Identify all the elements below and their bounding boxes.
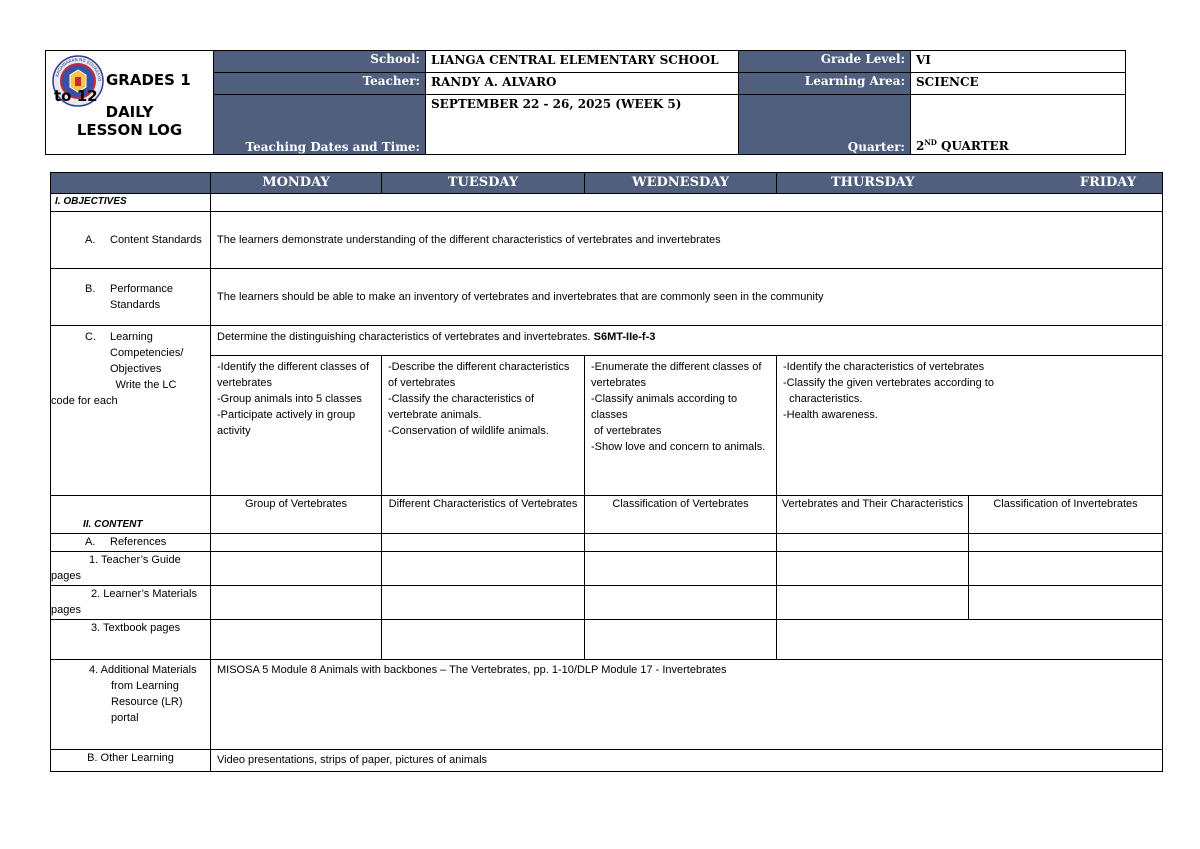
lm-thursday [777, 586, 969, 620]
title-grades: GRADES 1 [106, 71, 191, 89]
content-section-heading: II. CONTENT [51, 496, 211, 534]
objectives-blank [211, 194, 1163, 212]
day-tuesday: TUESDAY [382, 173, 585, 194]
objectives-wednesday: -Enumerate the different classes of vertebrates -Classify animals according to classes of vertebrates -Show love and concern to animals. [585, 356, 777, 496]
day-thursday: THURSDAY [777, 173, 969, 194]
title-daily: DAILY [105, 103, 154, 121]
title-lesson-log: LESSON LOG [76, 121, 183, 139]
performance-standards-label: B. Performance Standards [51, 269, 211, 326]
title-to: to 12 [54, 89, 98, 103]
svg-text:KAGAWARAN NG EDUKASYON: KAGAWARAN NG EDUKASYO [54, 56, 103, 82]
content-tuesday: Different Characteristics of Vertebrates [382, 496, 585, 534]
teaching-dates-label: Teaching Dates and Time: [214, 95, 426, 155]
school-value: LIANGA CENTRAL ELEMENTARY SCHOOL [426, 51, 739, 73]
grade-level-value: VI [911, 51, 1126, 73]
day-monday: MONDAY [211, 173, 382, 194]
tg-wednesday [585, 552, 777, 586]
tg-monday [211, 552, 382, 586]
school-label: School: [214, 51, 426, 73]
learning-area-value: SCIENCE [911, 73, 1126, 95]
additional-materials-text: MISOSA 5 Module 8 Animals with backbones – The Vertebrates, pp. 1-10/DLP Module 17 - Invertebrates [211, 660, 1163, 750]
content-wednesday: Classification of Vertebrates [585, 496, 777, 534]
references-monday [211, 534, 382, 552]
tg-friday [969, 552, 1163, 586]
teaching-dates-value: SEPTEMBER 22 - 26, 2025 (WEEK 5) [426, 95, 739, 155]
header-table [45, 50, 1126, 155]
additional-materials-label: 4. Additional Materials from Learning Resource (LR) portal [51, 660, 211, 750]
quarter-label: Quarter: [739, 95, 911, 155]
teacher-value: RANDY A. ALVARO [426, 73, 739, 95]
content-standards-label: A. Content Standards [51, 212, 211, 269]
other-learning-label: B. Other Learning [51, 750, 211, 772]
tb-monday [211, 620, 382, 660]
teacher-label: Teacher: [214, 73, 426, 95]
content-monday: Group of Vertebrates [211, 496, 382, 534]
lesson-log-table [50, 172, 1163, 772]
learners-materials-label: 2. Learner’s Materials pages [51, 586, 211, 620]
learning-competencies-label: C. Learning Competencies/ Objectives Write the LC code for each [51, 326, 211, 496]
references-thursday [777, 534, 969, 552]
tg-tuesday [382, 552, 585, 586]
references-wednesday [585, 534, 777, 552]
content-thursday: Vertebrates and Their Characteristics [777, 496, 969, 534]
tb-tuesday [382, 620, 585, 660]
teachers-guide-label: 1. Teacher’s Guide pages [51, 552, 211, 586]
lc-code: S6MT-IIe-f-3 [593, 331, 656, 343]
title-block [46, 51, 214, 155]
quarter-value: 2ND QUARTER [911, 95, 1126, 155]
tb-thursday [777, 620, 1163, 660]
content-standards-text: The learners demonstrate understanding of the different characteristics of vertebrates and invertebrates [211, 212, 1163, 269]
grade-level-label: Grade Level: [739, 51, 911, 73]
textbook-pages-label: 3. Textbook pages [51, 620, 211, 660]
learning-area-label: Learning Area: [739, 73, 911, 95]
references-tuesday [382, 534, 585, 552]
references-label: A. References [51, 534, 211, 552]
lm-friday [969, 586, 1163, 620]
tb-wednesday [585, 620, 777, 660]
day-wednesday: WEDNESDAY [585, 173, 777, 194]
learning-competencies-text: Determine the distinguishing characteristics of vertebrates and invertebrates. S6MT-IIe-f-3 [211, 326, 1163, 356]
day-friday: FRIDAY [969, 173, 1163, 194]
day-header-blank [51, 173, 211, 194]
tg-thursday [777, 552, 969, 586]
day-header-row [51, 173, 1163, 194]
references-friday [969, 534, 1163, 552]
objectives-tuesday: -Describe the different characteristics of vertebrates -Classify the characteristics of vertebrate animals. -Conservation of wildlife animals. [382, 356, 585, 496]
lm-wednesday [585, 586, 777, 620]
objectives-thursday: -Identify the characteristics of vertebrates -Classify the given vertebrates according to characteristics. -Health awareness. [777, 356, 1163, 496]
content-friday: Classification of Invertebrates [969, 496, 1163, 534]
objectives-section-heading: I. OBJECTIVES [51, 194, 211, 212]
objectives-monday: -Identify the different classes of vertebrates -Group animals into 5 classes -Participate actively in group activity [211, 356, 382, 496]
lm-tuesday [382, 586, 585, 620]
other-learning-text: Video presentations, strips of paper, pictures of animals [211, 750, 1163, 772]
lm-monday [211, 586, 382, 620]
performance-standards-text: The learners should be able to make an inventory of vertebrates and invertebrates that are commonly seen in the community [211, 269, 1163, 326]
